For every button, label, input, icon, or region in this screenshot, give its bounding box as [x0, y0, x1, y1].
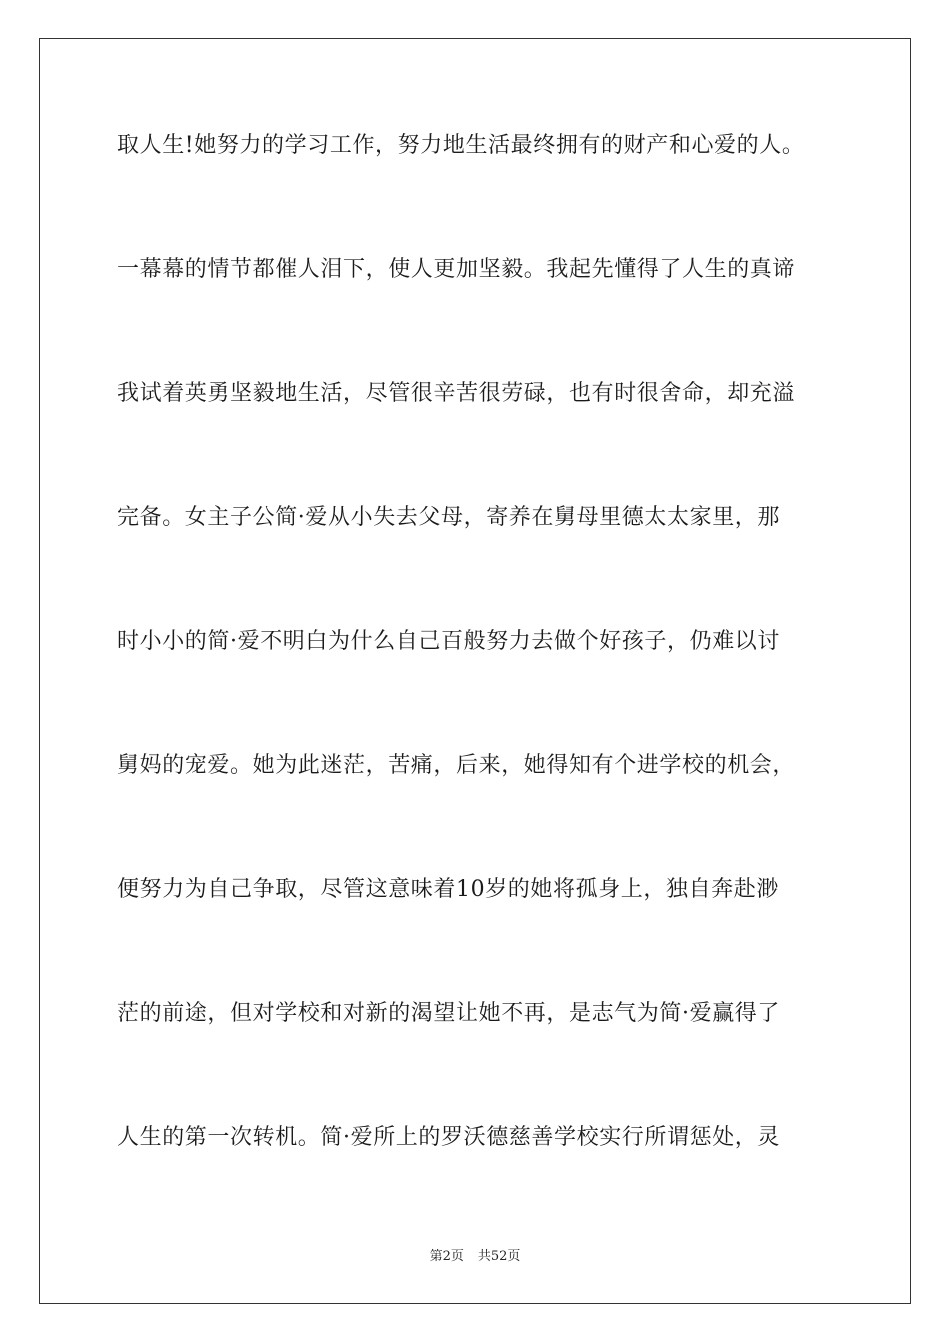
- text-line-6: 舅妈的宠爱。她为此迷茫，苦痛，后来，她得知有个进学校的机会，: [117, 753, 796, 778]
- document-body: [117, 129, 837, 1245]
- page-number: 第2页: [429, 1249, 464, 1264]
- page-total: 共52页: [477, 1249, 521, 1264]
- text-line-1: 取人生!她努力的学习工作，努力地生活最终拥有的财产和心爱的人。: [117, 133, 805, 158]
- text-line-3: 我试着英勇坚毅地生活，尽管很辛苦很劳碌，也有时很舍命，却充溢: [117, 381, 796, 406]
- text-line-2: 一幕幕的情节都催人泪下，使人更加坚毅。我起先懂得了人生的真谛: [117, 257, 796, 282]
- text-line-9: 人生的第一次转机。简·爱所上的罗沃德慈善学校实行所谓惩处，灵: [117, 1125, 780, 1150]
- page-footer: [0, 1248, 950, 1266]
- text-line-4: 完备。女主子公简·爱从小失去父母，寄养在舅母里德太太家里，那: [117, 505, 780, 530]
- text-line-5: 时小小的简·爱不明白为什么自己百般努力去做个好孩子，仍难以讨: [117, 629, 780, 654]
- text-line-8: 茫的前途，但对学校和对新的渴望让她不再，是志气为简·爱赢得了: [117, 1001, 780, 1026]
- text-line-7: 便努力为自己争取，尽管这意味着10岁的她将孤身上，独自奔赴渺: [117, 877, 779, 902]
